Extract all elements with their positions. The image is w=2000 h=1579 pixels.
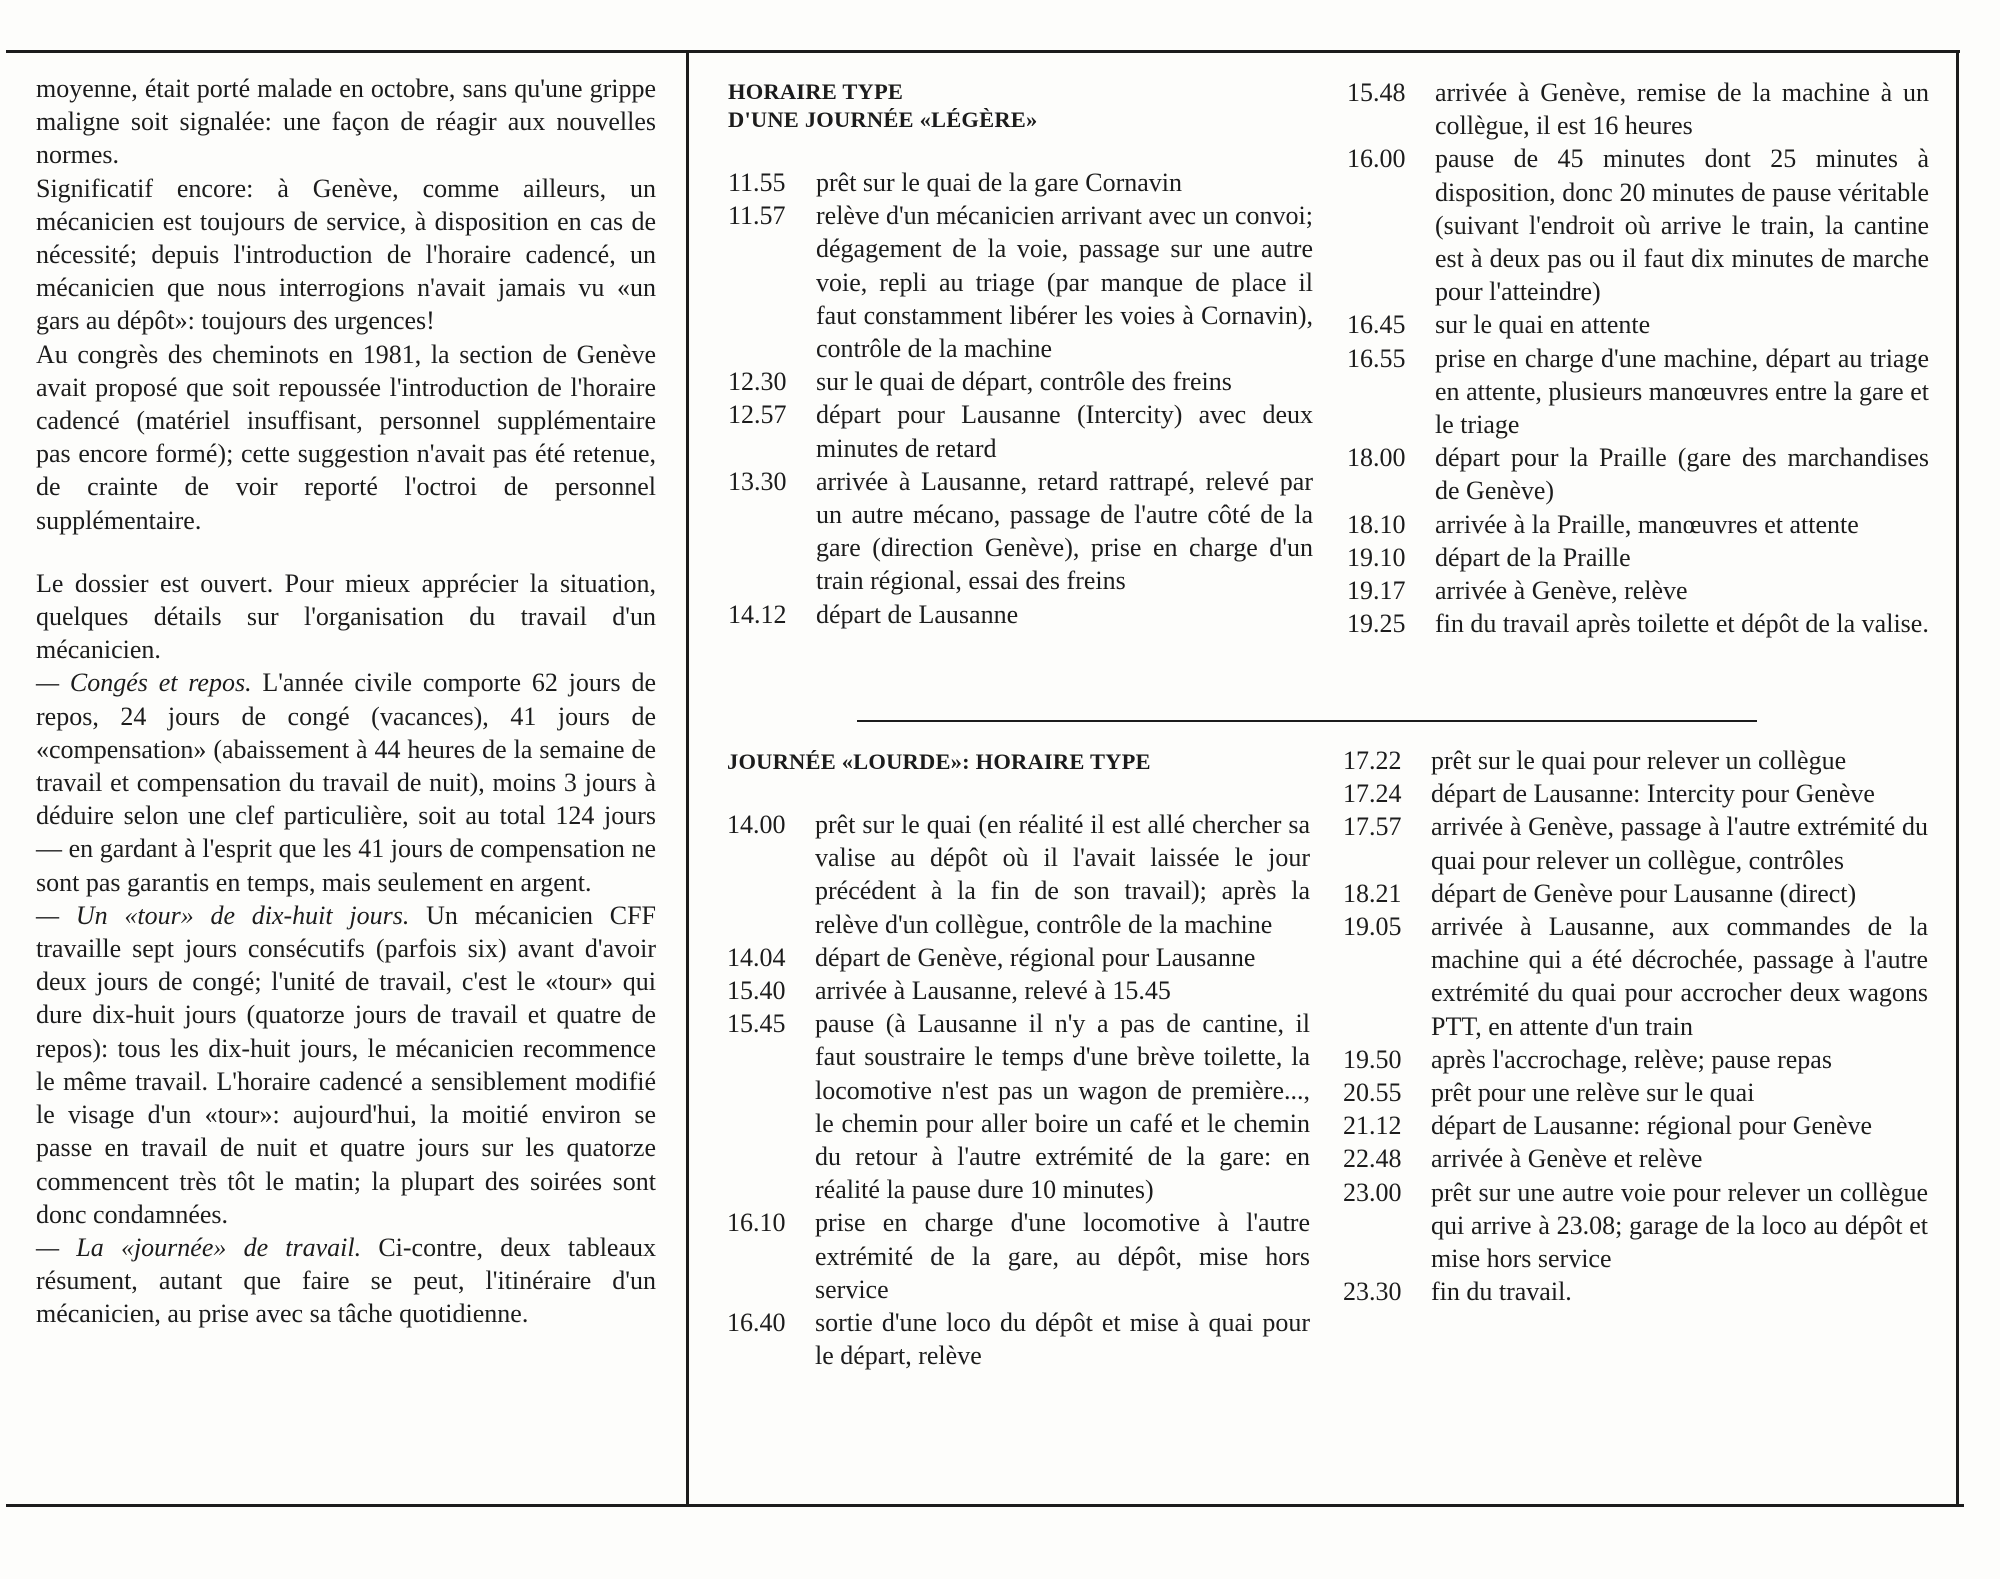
entry-time: 18.00 <box>1347 443 1406 473</box>
entry-time: 23.00 <box>1343 1177 1402 1207</box>
entry-time: 17.22 <box>1343 746 1402 775</box>
schedule-entry <box>1343 744 1928 777</box>
entry-time: 17.57 <box>1343 812 1402 842</box>
section-tour <box>36 899 656 1231</box>
entry-desc: départ de Lausanne: Intercity pour Genève <box>1431 779 1875 809</box>
section-conges <box>36 666 656 898</box>
lourde-schedule-col2 <box>1343 744 1928 1308</box>
entry-desc: départ de Genève, régional pour Lausanne <box>815 942 1256 972</box>
schedule-entry <box>1347 508 1929 541</box>
entry-time: 12.30 <box>728 367 787 397</box>
entry-time: 14.12 <box>728 599 787 629</box>
section-text: Un mécanicien CFF travaille sept jours consécutifs (parfois six) avant d'avoir deux jours de congé; l'unité de travail, c'est le «tour» qui dure dix-huit jours (quatorze jours de travail et quatre de repos): tous les dix-huit jours, le mécanicien recommence le même travail. L'horaire cadencé a sensiblement modifié le visage d'un «tour»: aujourd'hui, la moitié environ se passe en travail de nuit et quatre jours sur les quatorze commencent très tôt le matin; la plupart des soirées sont donc condamnées. <box>36 900 656 1229</box>
lourde-title-line: JOURNÉE «LOURDE»: HORAIRE TYPE <box>727 749 1151 774</box>
entry-time: 20.55 <box>1343 1078 1402 1108</box>
entry-desc: arrivée à Genève, relève <box>1435 576 1688 606</box>
schedule-entry <box>1343 1109 1928 1142</box>
schedule-entry <box>727 941 1310 974</box>
entry-time: 15.40 <box>727 976 786 1006</box>
entry-desc: départ de Lausanne: régional pour Genève <box>1431 1111 1873 1141</box>
entry-desc: départ pour la Praille (gare des marchandises de Genève) <box>1435 443 1929 506</box>
schedule-entry <box>1347 541 1929 574</box>
entry-time: 23.30 <box>1343 1277 1402 1307</box>
schedule-entry <box>1347 441 1929 507</box>
legere-schedule-col2 <box>1347 76 1929 640</box>
legere-title <box>728 78 1313 134</box>
entry-desc: arrivée à Genève, remise de la machine à un collègue, il est 16 heures <box>1435 78 1929 141</box>
entry-time: 18.21 <box>1343 878 1402 908</box>
entry-desc: relève d'un mécanicien arrivant avec un convoi; dégagement de la voie, passage sur une autre voie, repli au triage (par manque de place il faut constamment libérer les voies à Cornavin), contrôle de la machine <box>816 201 1314 364</box>
section-heading: — Un «tour» de dix-huit jours. <box>36 900 410 930</box>
schedule-entry <box>727 808 1310 941</box>
schedule-entry <box>728 398 1313 464</box>
schedule-entry <box>1343 777 1928 810</box>
legere-schedule-col1 <box>728 78 1313 631</box>
entry-time: 11.55 <box>728 168 786 197</box>
schedule-entry <box>728 199 1313 365</box>
entry-desc: arrivée à Lausanne, relevé à 15.45 <box>815 976 1171 1006</box>
schedule-entry <box>1347 607 1929 640</box>
entry-desc: prêt sur le quai de la gare Cornavin <box>816 168 1183 197</box>
lourde-title <box>727 748 1310 776</box>
schedule-entry <box>1347 574 1929 607</box>
entry-desc: fin du travail après toilette et dépôt de la valise. <box>1435 609 1929 639</box>
entry-desc: arrivée à Lausanne, retard rattrapé, relevé par un autre mécano, passage de l'autre côté de la gare (direction Genève), prise en charge d'un train régional, essai des freins <box>816 466 1313 596</box>
entry-time: 15.45 <box>727 1009 786 1039</box>
entry-desc: arrivée à la Praille, manœuvres et attente <box>1435 509 1859 539</box>
legere-title-line1: HORAIRE TYPE <box>728 79 904 104</box>
entry-desc: prêt sur une autre voie pour relever un collègue qui arrive à 23.08; garage de la loco au dépôt et mise hors service <box>1431 1177 1928 1274</box>
entry-time: 12.57 <box>728 400 787 430</box>
entry-desc: sur le quai de départ, contrôle des freins <box>816 367 1232 397</box>
entry-desc: prêt sur le quai (en réalité il est allé chercher sa valise au dépôt où il l'avait laissée le jour précédent à la fin de son travail); après la relève d'un collègue, contrôle de la machine <box>815 810 1310 939</box>
article-column <box>36 72 656 1331</box>
entry-time: 14.04 <box>727 942 786 972</box>
schedule-entry <box>728 365 1313 398</box>
schedule-entry <box>727 1007 1310 1206</box>
schedule-entry <box>727 1206 1310 1306</box>
schedule-entry <box>1347 342 1929 442</box>
schedule-entry <box>1343 877 1928 910</box>
entry-desc: sur le quai en attente <box>1435 310 1651 340</box>
entry-time: 16.10 <box>727 1208 786 1238</box>
section-journee <box>36 1231 656 1331</box>
entry-desc: arrivée à Genève, passage à l'autre extrémité du quai pour relever un collègue, contrôles <box>1431 812 1928 875</box>
middle-rule <box>857 720 1757 722</box>
schedule-entry <box>1343 1076 1928 1109</box>
entry-desc: pause de 45 minutes dont 25 minutes à disposition, donc 20 minutes de pause véritable (suivant l'endroit où arrive le train, la cantine est à deux pas ou il faut dix minutes de marche pour l'atteindre) <box>1435 144 1929 307</box>
paragraph: Significatif encore: à Genève, comme ailleurs, un mécanicien est toujours de service, à disposition en cas de nécessité; depuis l'introduction de l'horaire cadencé, un mécanicien que nous interrogions n'avait jamais vu «un gars au dépôt»: toujours des urgences! <box>36 173 656 336</box>
section-text: Ci-contre, deux tableaux résument, autant que faire se peut, l'itinéraire d'un mécanicien, au prise avec sa tâche quotidienne. <box>36 1232 657 1329</box>
schedule-entry <box>1343 1142 1928 1175</box>
entry-time: 16.45 <box>1347 310 1406 340</box>
entry-time: 13.30 <box>728 466 787 496</box>
schedule-entry <box>727 1306 1310 1372</box>
lourde-schedule-col1 <box>727 748 1310 1372</box>
entry-time: 16.00 <box>1347 144 1406 174</box>
entry-time: 19.17 <box>1347 576 1406 606</box>
entry-time: 11.57 <box>728 201 786 231</box>
schedule-entry <box>1343 1275 1928 1308</box>
schedule-entry <box>1343 1043 1928 1076</box>
schedule-entry <box>1347 76 1929 142</box>
schedule-entry <box>1343 810 1928 876</box>
entry-desc: départ de la Praille <box>1435 542 1631 572</box>
schedule-entry <box>728 465 1313 598</box>
entry-desc: départ de Lausanne <box>816 599 1019 629</box>
paragraph: moyenne, était porté malade en octobre, sans qu'une grippe maligne soit signalée: une façon de réagir aux nouvelles normes. <box>36 74 656 170</box>
entry-time: 15.48 <box>1347 78 1406 107</box>
paragraph: Le dossier est ouvert. Pour mieux apprécier la situation, quelques détails sur l'organisation du travail d'un mécanicien. <box>36 568 656 665</box>
entry-desc: après l'accrochage, relève; pause repas <box>1431 1044 1832 1074</box>
section-text: L'année civile comporte 62 jours de repos, 24 jours de congé (vacances), 41 jours de «compensation» (abaissement à 44 heures de la semaine de travail et compensation du travail de nuit), moins 3 jours à déduire selon une clef particulière, soit au total 124 jours — en gardant à l'esprit que les 41 jours de compensation ne sont pas garantis en temps, mais seulement en argent. <box>36 668 656 897</box>
entry-desc: départ de Genève pour Lausanne (direct) <box>1431 878 1857 908</box>
schedule-entry <box>1343 1176 1928 1276</box>
entry-time: 16.55 <box>1347 343 1406 373</box>
legere-title-line2: D'UNE JOURNÉE «LÉGÈRE» <box>728 107 1038 132</box>
entry-desc: arrivée à Lausanne, aux commandes de la machine qui a été décrochée, passage à l'autre extrémité du quai pour accrocher deux wagons PTT, en attente d'un train <box>1431 912 1928 1041</box>
entry-time: 19.50 <box>1343 1044 1402 1074</box>
schedule-entry <box>1347 142 1929 308</box>
entry-time: 18.10 <box>1347 509 1406 539</box>
schedule-entry <box>1347 308 1929 341</box>
entry-time: 19.25 <box>1347 609 1406 639</box>
entry-desc: fin du travail. <box>1431 1277 1572 1307</box>
entry-time: 19.05 <box>1343 912 1402 942</box>
entry-desc: prêt sur le quai pour relever un collègue <box>1431 746 1847 775</box>
entry-desc: prise en charge d'une machine, départ au triage en attente, plusieurs manœuvres entre la gare et le triage <box>1435 343 1929 440</box>
paragraph: Au congrès des cheminots en 1981, la section de Genève avait proposé que soit repoussée l'introduction de l'horaire cadencé (matériel insuffisant, personnel supplémentaire pas encore formé); cette suggestion n'avait pas été retenue, de crainte de voir reporté l'octroi de personnel supplémentaire. <box>36 339 656 535</box>
entry-time: 16.40 <box>727 1308 786 1338</box>
schedule-entry <box>1343 910 1928 1043</box>
section-heading: — Congés et repos. <box>36 668 252 698</box>
entry-desc: sortie d'une loco du dépôt et mise à quai pour le départ, relève <box>815 1308 1310 1371</box>
paragraph-gap <box>36 537 656 567</box>
entry-time: 14.00 <box>727 810 786 839</box>
schedule-entry <box>727 974 1310 1007</box>
entry-time: 19.10 <box>1347 542 1406 572</box>
entry-desc: prêt pour une relève sur le quai <box>1431 1078 1755 1108</box>
schedule-entry <box>728 598 1313 631</box>
entry-desc: prise en charge d'une locomotive à l'autre extrémité de la gare, au dépôt, mise hors service <box>815 1208 1310 1304</box>
entry-desc: pause (à Lausanne il n'y a pas de cantine, il faut soustraire le temps d'une brève toilette, la locomotive n'est pas un wagon de première..., le chemin pour aller boire un café et le chemin du retour à l'autre extrémité de la gare: en réalité la pause dure 10 minutes) <box>815 1009 1310 1205</box>
section-heading: — La «journée» de travail. <box>36 1232 362 1262</box>
entry-desc: arrivée à Genève et relève <box>1431 1144 1703 1174</box>
entry-time: 22.48 <box>1343 1144 1402 1174</box>
entry-desc: départ pour Lausanne (Intercity) avec deux minutes de retard <box>816 400 1313 463</box>
entry-time: 21.12 <box>1343 1111 1402 1141</box>
schedule-entry <box>728 166 1313 199</box>
bottom-rule <box>6 1504 1964 1507</box>
entry-time: 17.24 <box>1343 779 1402 809</box>
